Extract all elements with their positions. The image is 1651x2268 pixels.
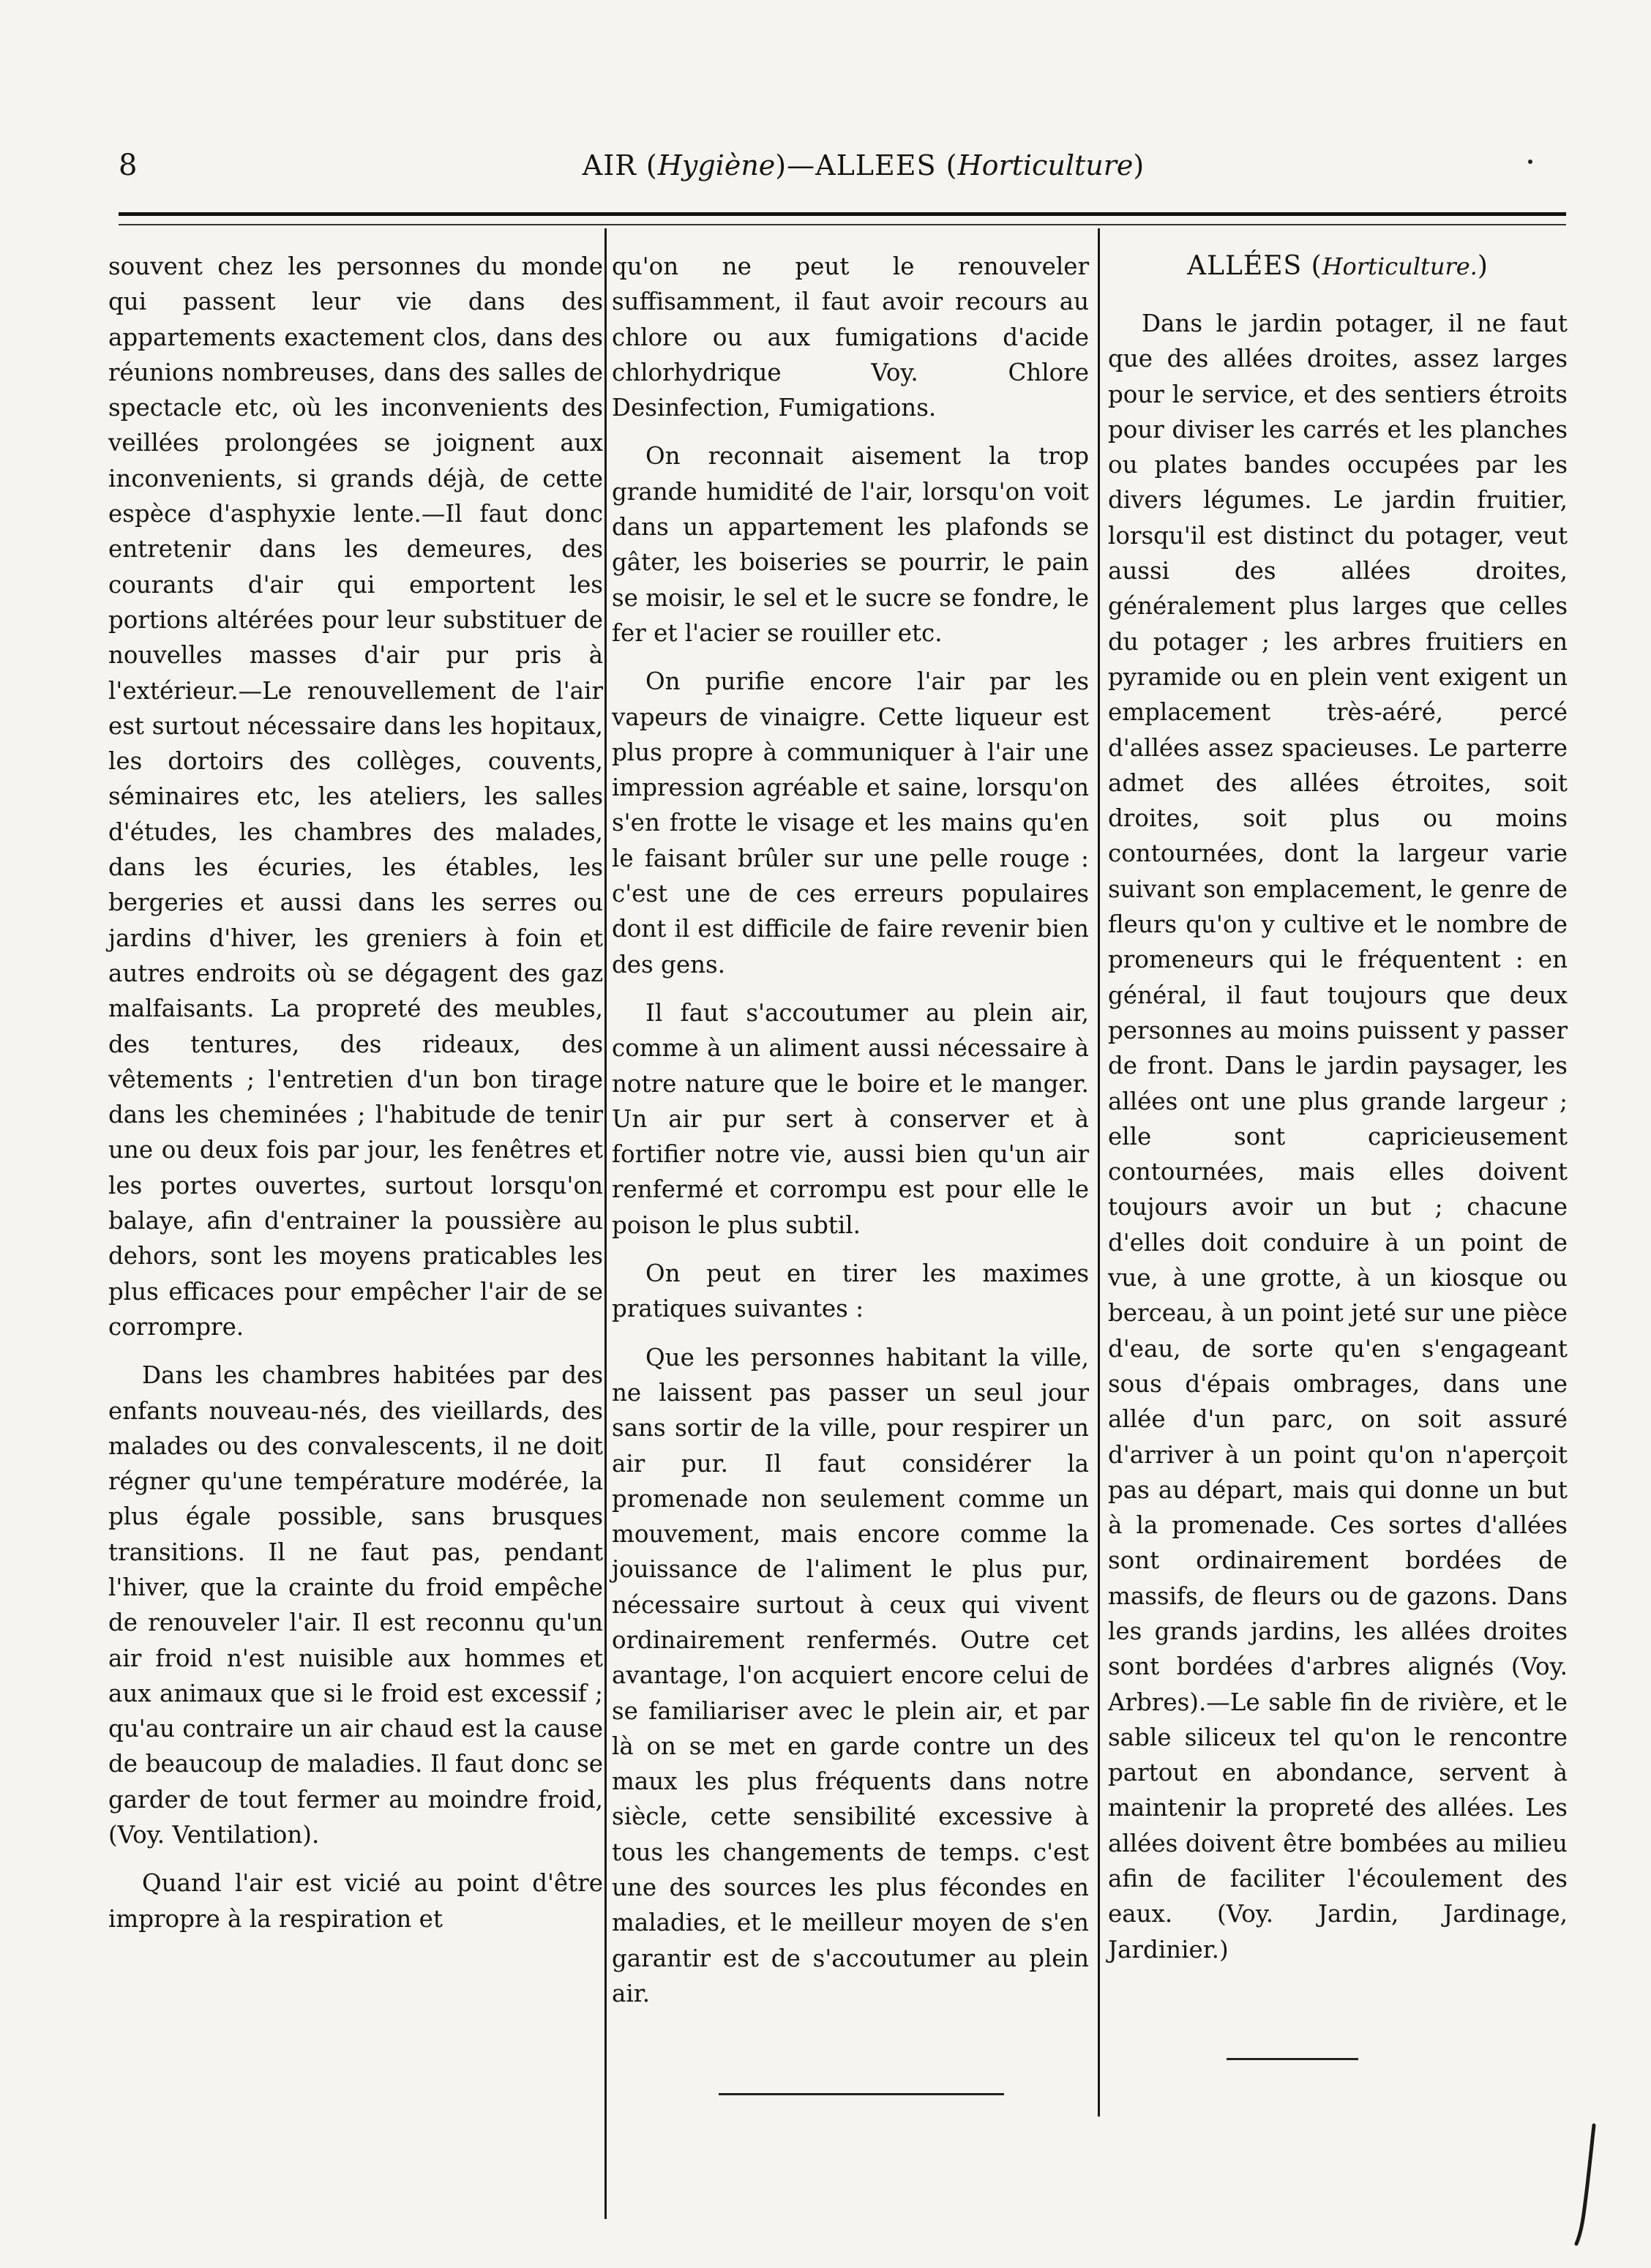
- paragraph: On purifie encore l'air par les vapeurs de vinaigre. Cette liqueur est plus propre à communiquer à l'air une impression agréable et saine, lorsqu'on s'en frotte le visage et les mains qu'en le faisant brûler sur une pelle rouge : c'est une de ces erreurs populaires dont il est difficile de faire revenir bien des gens.: [612, 667, 1089, 978]
- paragraph: Dans les chambres habitées par des enfants nouveau-nés, des vieillards, des malades ou des convalescents, il ne doit régner qu'une température modérée, la plus égale possible, sans brusques transitions. Il ne faut pas, pendant l'hiver, que la crainte du froid empêche de renouveler l'air. Il est reconnu qu'un air froid n'est nuisible aux hommes et aux animaux que si le froid est excessif ; qu'au contraire un air chaud est la cause de beaucoup de maladies. Il faut donc se garder de tout fermer au moindre froid, (Voy. Ventilation).: [108, 1361, 603, 1849]
- text-column-2: [612, 249, 1089, 2024]
- running-head: [512, 151, 1215, 180]
- section-title-italic: Horticulture.: [1322, 252, 1478, 280]
- pen-mark: [1572, 2122, 1601, 2247]
- section-title: [1108, 249, 1568, 284]
- running-head-part-3: ): [1133, 149, 1145, 181]
- paragraph: Que les personnes habitant la ville, ne laissent pas passer un seul jour sans sortir de la ville, pour respirer un air pur. Il faut considérer la promenade non seulement comme un mouvement, mais encore comme la jouissance de l'aliment le plus pur, nécessaire surtout à ceux qui vivent ordinairement renfermés. Outre cet avantage, l'on acquiert encore celui de se familiariser avec le plein air, et par là on se met en garde contre un des maux les plus fréquents dans notre siècle, cette sensibilité excessive à tous les changements de temps. c'est une des sources les plus fécondes en maladies, et le meilleur moyen de s'en garantir est de s'accoutumer au plein air.: [612, 1343, 1089, 2007]
- paragraph: Il faut s'accoutumer au plein air, comme à un aliment aussi nécessaire à notre nature que le boire et le manger. Un air pur sert à conserver et à fortifier notre vie, aussi bien qu'un air renfermé et corrompu est pour elle le poison le plus subtil.: [612, 998, 1089, 1239]
- text-column-3: [1108, 249, 1568, 1980]
- printer-dot: [1528, 160, 1532, 164]
- column-separator-2: [1098, 228, 1100, 2117]
- text-column-1: [108, 249, 603, 1950]
- running-head-italic-1: Hygiène: [657, 149, 776, 181]
- paragraph: Quand l'air est vicié au point d'être impropre à la respiration et: [108, 1869, 603, 1933]
- paragraph: Dans le jardin potager, il ne faut que des allées droites, assez larges pour le service, et des sentiers étroits pour diviser les carrés et les planches ou plates bandes occupées par les divers légumes. Le jardin fruitier, lorsqu'il est distinct du potager, veut aussi des allées droites, généralement plus larges que celles du potager ; les arbres fruitiers en pyramide ou en plein vent exigent un emplacement très-aéré, percé d'allées assez spacieuses. Le parterre admet des allées étroites, soit droites, soit plus ou moins contournées, dont la largeur varie suivant son emplacement, le genre de fleurs qu'on y cultive et le nombre de promeneurs qui le fréquentent : en général, il faut toujours que deux personnes au moins puissent y passer de front. Dans le jardin paysager, les allées ont une plus grande largeur ; elle sont capricieusement contournées, mais elles doivent toujours avoir un but ; chacune d'elles doit conduire à un point de vue, à une grotte, à un kiosque ou berceau, à un point jeté sur une pièce d'eau, de sorte qu'en s'engageant sous d'épais ombrages, dans une allée d'un parc, on soit assuré d'arriver à un point qu'on n'aperçoit pas au départ, mais qui donne un but à la promenade. Ces sortes d'allées sont ordinairement bordées de massifs, de fleurs ou de gazons. Dans les grands jardins, les allées droites sont bordées d'arbres alignés (Voy. Arbres).—Le sable fin de rivière, et le sable siliceux tel qu'on le rencontre partout en abondance, servent à maintenir la propreté des allées. Les allées doivent être bombées au milieu afin de faciliter l'écoulement des eaux. (Voy. Jardin, Jardinage, Jardinier.): [1108, 310, 1568, 1964]
- section-title-end: ): [1477, 251, 1489, 281]
- page-number: 8: [119, 149, 138, 182]
- running-head-part-2: )—ALLEES (: [775, 149, 958, 181]
- running-head-italic-2: Horticulture: [957, 149, 1134, 181]
- header-rule-thin: [119, 224, 1566, 225]
- paragraph: qu'on ne peut le renouveler suffisamment, il faut avoir recours au chlore ou aux fumigations d'acide chlorhydrique Voy. Chlore Desinfection, Fumigations.: [612, 252, 1089, 422]
- paragraph: souvent chez les personnes du monde qui passent leur vie dans des appartements exactement clos, dans des réunions nombreuses, dans des salles de spectacle etc, où les inconvenients des veillées prolongées se joignent aux inconvenients, si grands déjà, de cette espèce d'asphyxie lente.—Il faut donc entretenir dans les demeures, des courants d'air qui emportent les portions altérées pour leur substituer de nouvelles masses d'air pur pris à l'extérieur.—Le renouvellement de l'air est surtout nécessaire dans les hopitaux, les dortoirs des collèges, couvents, séminaires etc, les ateliers, les salles d'études, les chambres des malades, dans les écuries, les étables, les bergeries et aussi dans les serres ou jardins d'hiver, les greniers à foin et autres endroits où se dégagent des gaz malfaisants. La propreté des meubles, des tentures, des rideaux, des vêtements ; l'entretien d'un bon tirage dans les cheminées ; l'habitude de tenir une ou deux fois par jour, les fenêtres et les portes ouvertes, surtout lorsqu'on balaye, afin d'entrainer la poussière au dehors, sont les moyens praticables les plus efficaces pour empêcher l'air de se corrompre.: [108, 252, 603, 1341]
- column-2-end-rule: [719, 2093, 1004, 2095]
- running-head-part-1: AIR (: [582, 149, 658, 181]
- section-title-text: ALLÉES (: [1187, 251, 1322, 281]
- column-separator-1: [604, 228, 607, 2219]
- column-3-end-rule: [1227, 2058, 1358, 2060]
- paragraph: On reconnait aisement la trop grande humidité de l'air, lorsqu'on voit dans un appartement les plafonds se gâter, les boiseries se pourrir, le pain se moisir, le sel et le sucre se fondre, le fer et l'acier se rouiller etc.: [612, 442, 1089, 647]
- paragraph: On peut en tirer les maximes pratiques suivantes :: [612, 1260, 1089, 1323]
- header-rule-thick: [119, 212, 1566, 216]
